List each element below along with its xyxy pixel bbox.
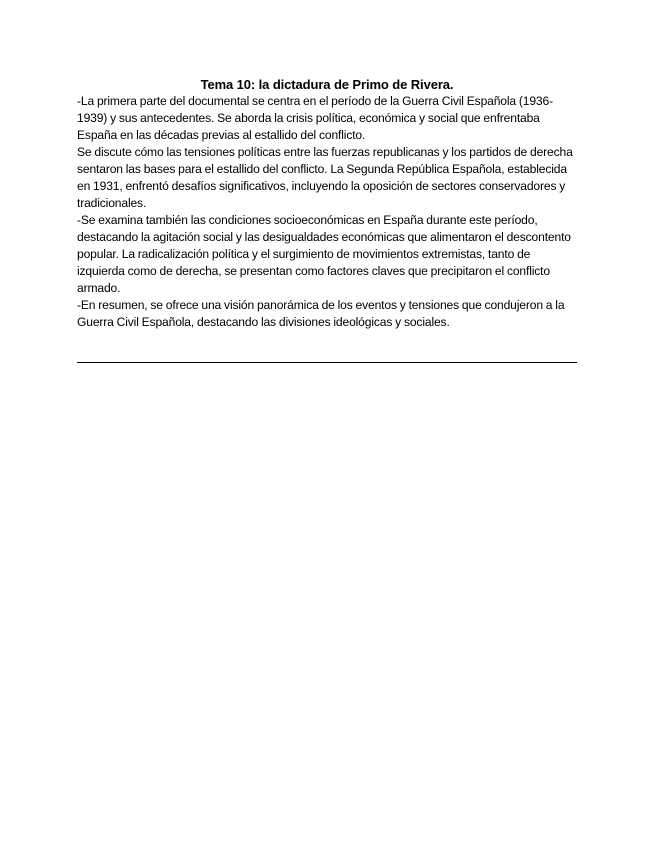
document-title: Tema 10: la dictadura de Primo de Rivera. <box>200 77 454 92</box>
paragraph-1: -La primera parte del documental se centra en el período de la Guerra Civil Española (1936-1939) y sus antecedentes. Se aborda la crisis política, económica y social que enfrentaba España en las décadas previas al estallido del conflicto. <box>77 94 553 142</box>
paragraph-2: Se discute cómo las tensiones políticas entre las fuerzas republicanas y los partidos de derecha sentaron las bases para el estallido del conflicto. La Segunda República Española, establecida en 1931, enfrentó desafíos significativos, incluyendo la oposición de sectores conservadores y tradicionales. <box>77 145 573 210</box>
document-page <box>77 76 577 331</box>
horizontal-rule <box>77 362 577 363</box>
paragraph-3: -Se examina también las condiciones socioeconómicas en España durante este período, destacando la agitación social y las desigualdades económicas que alimentaron el descontento popular. La radicalización política y el surgimiento de movimientos extremistas, tanto de izquierda como de derecha, se presentan como factores claves que precipitaron el conflicto armado. <box>77 213 571 295</box>
paragraph-4: -En resumen, se ofrece una visión panorámica de los eventos y tensiones que condujeron a la Guerra Civil Española, destacando las divisiones ideológicas y sociales. <box>77 298 565 329</box>
document-body <box>77 93 577 331</box>
